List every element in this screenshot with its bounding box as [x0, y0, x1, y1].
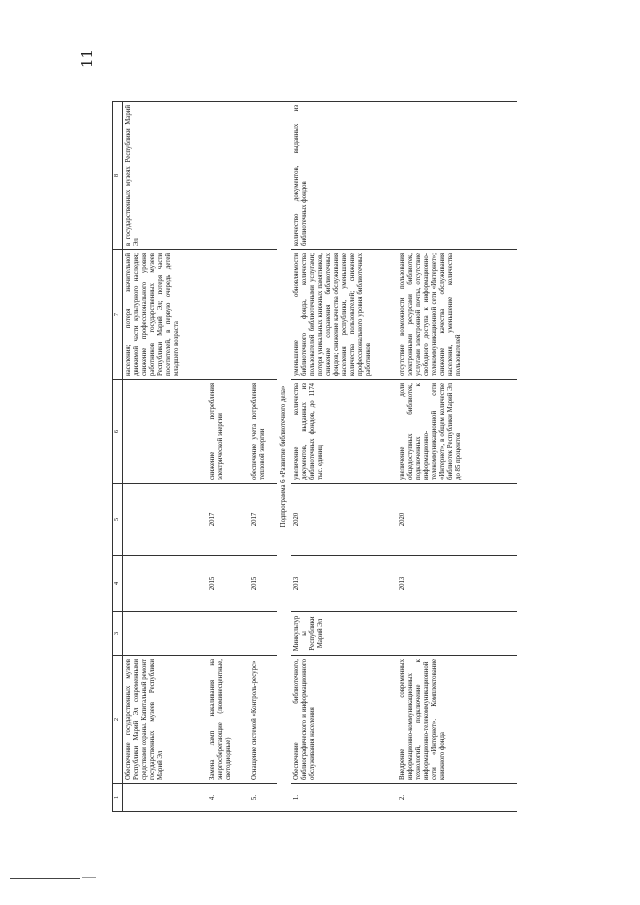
consequences [207, 250, 249, 380]
row-number: 5. [249, 784, 277, 812]
indicator-link: в государственных музеях Республики Марий Эл [123, 102, 207, 250]
subprogram-title: Подпрограмма 6 «Развитие библиотечного дела» [277, 102, 292, 812]
start-year: 2013 [397, 556, 517, 612]
measure-name: Обеспечение государственных музеев Республики Марий Эл современными средствами охраны. Капитальный ремонт государственных музеев Республики Марий Эл [123, 656, 207, 784]
table-row [123, 102, 207, 812]
start-year: 2015 [249, 556, 277, 612]
measure-name: Оснащение системой «Контроль-ресурс» [249, 656, 277, 784]
column-header: 3 [113, 612, 123, 656]
indicator-link [249, 102, 277, 250]
table-row [291, 102, 397, 812]
consequences: населения; потеря значительной движимой части культурного наследия; снижение профессионального уровня работников государственных музеев Республики Марий Эл; потеря части посетителей, в первую очередь детей младшего возраста [123, 250, 207, 380]
column-header: 7 [113, 250, 123, 380]
column-header: 2 [113, 656, 123, 784]
column-header: 4 [113, 556, 123, 612]
table-row [397, 102, 517, 812]
executor [249, 612, 277, 656]
column-header: 5 [113, 484, 123, 556]
column-header: 6 [113, 380, 123, 484]
end-year: 2020 [397, 484, 517, 556]
expected-result: увеличение доли общедоступных библиотек, подключенных к информационно-телекоммуникационной сети «Интернет», в общем количестве библиотек Республики Марий Эл до 85 процентов [397, 380, 517, 484]
executor [123, 612, 207, 656]
column-header: 1 [113, 784, 123, 812]
expected-result: снижение потребления электрической энергии [207, 380, 249, 484]
program-table [112, 101, 517, 812]
executor [207, 612, 249, 656]
row-number: 4. [207, 784, 249, 812]
row-number [123, 784, 207, 812]
indicator-link [207, 102, 249, 250]
measure-name: Обеспечение библиотечного, библиографического и информационного обслуживания населения [291, 656, 397, 784]
executor [397, 612, 517, 656]
rotated-table-container [112, 102, 522, 812]
expected-result: увеличение количества документов, выданных из библиотечных фондов, до 1174 тыс. единиц [291, 380, 397, 484]
subprogram-row [277, 102, 292, 812]
indicator-link [397, 102, 517, 250]
table-header-row [113, 102, 123, 812]
measure-name: Замена ламп накаливания на энергосберегающие (люминесцентные, светодиодные) [207, 656, 249, 784]
end-year: 2017 [249, 484, 277, 556]
end-year [123, 484, 207, 556]
table-row [207, 102, 249, 812]
executor: Минкультуры Республики Марий Эл [291, 612, 397, 656]
consequences [249, 250, 277, 380]
start-year: 2013 [291, 556, 397, 612]
column-header: 8 [113, 102, 123, 250]
footer-mark [82, 877, 96, 878]
indicator-link: количество документов, выданных из библиотечных фондов [291, 102, 397, 250]
footer-rule [10, 878, 80, 879]
table-row [249, 102, 277, 812]
start-year [123, 556, 207, 612]
end-year: 2017 [207, 484, 249, 556]
expected-result [123, 380, 207, 484]
row-number: 1. [291, 784, 397, 812]
row-number: 2. [397, 784, 517, 812]
measure-name: Внедрение современных информационно-коммуникационных технологий, подключение к информационно-телекоммуникационной сети «Интернет». Комплектование книжного фонда [397, 656, 517, 784]
consequences: отсутствие возможности пользования электронными ресурсами библиотек, услугами электронной почты, отсутствие свободного доступа к информационно-телекоммуникационной сети «Интернет»; снижение качества обслуживания населения, уменьшение количества пользователей [397, 250, 517, 380]
consequences: уменьшение обновляемости библиотечного фонда, количества пользователей библиотечными услугами; потеря уникальных книжных памятников, снижение сохранения библиотечных фондов; снижение качества обслуживания населения республики, уменьшение количества пользователей; снижение профессионального уровня библиотечных работников [291, 250, 397, 380]
page-number: 11 [78, 48, 96, 68]
start-year: 2015 [207, 556, 249, 612]
expected-result: обеспечение учета потребления тепловой энергии [249, 380, 277, 484]
end-year: 2020 [291, 484, 397, 556]
